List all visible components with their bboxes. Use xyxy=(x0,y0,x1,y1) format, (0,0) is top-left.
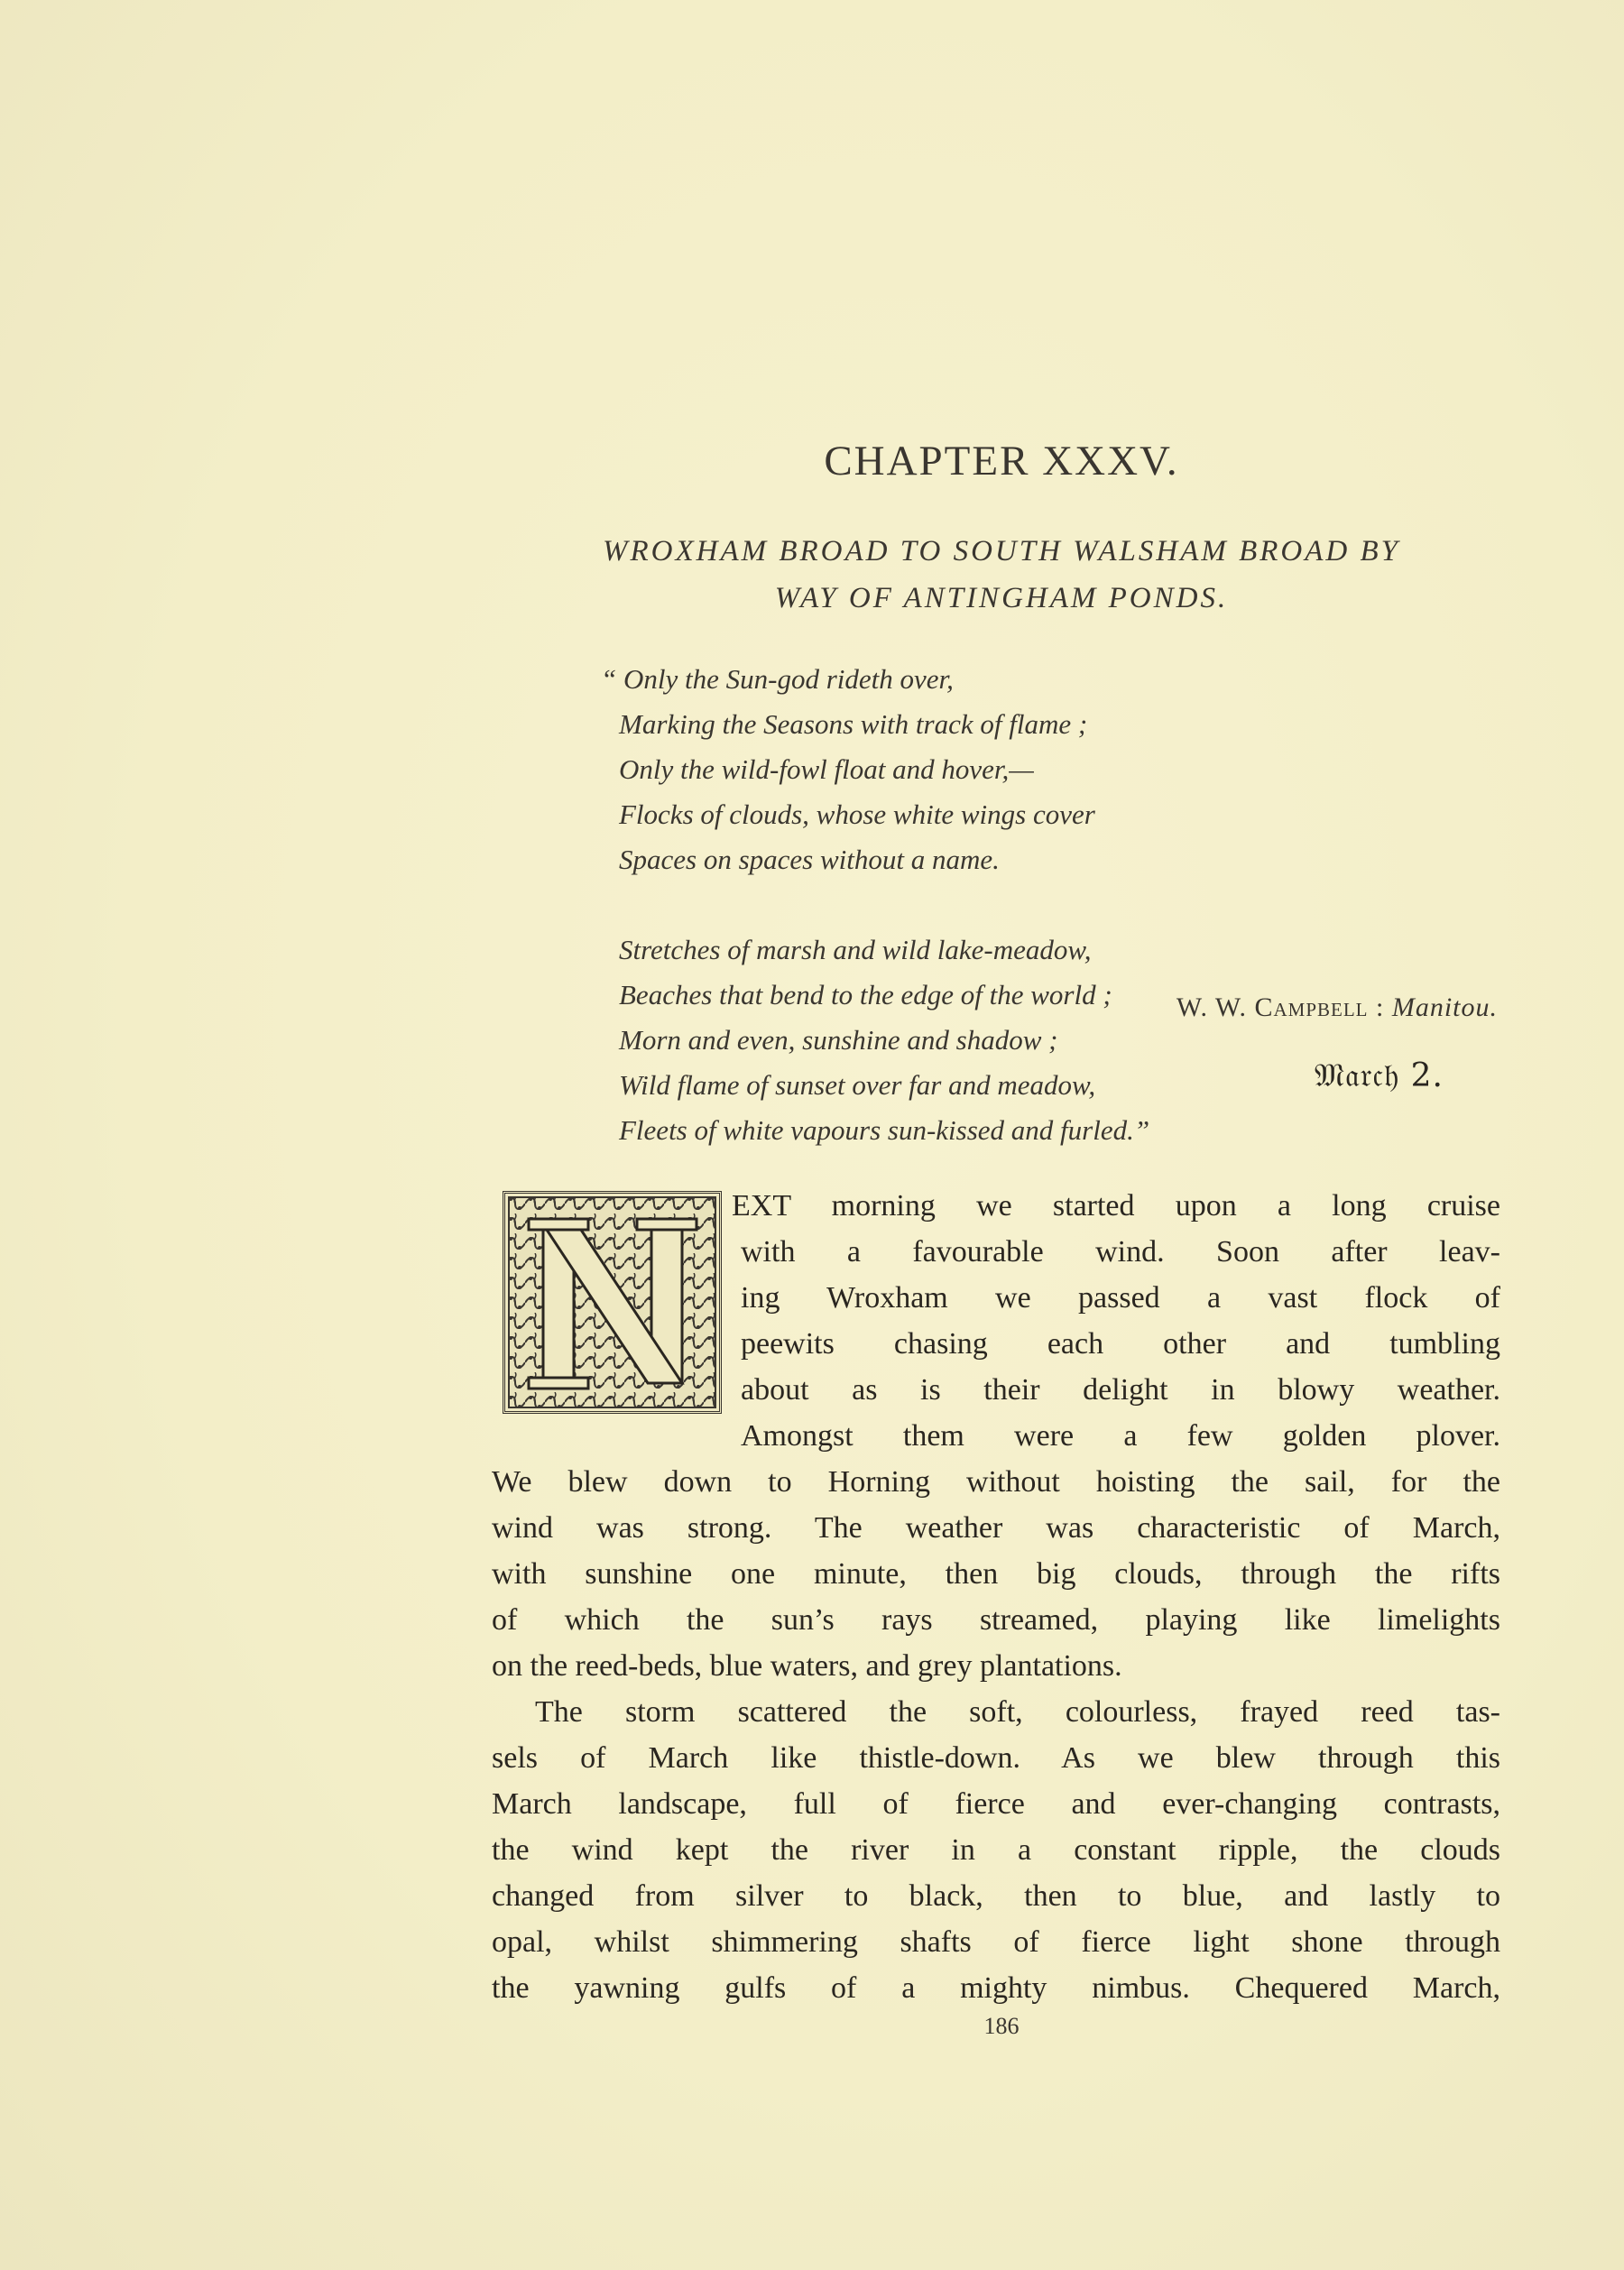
subtitle-line: WROXHAM BROAD TO SOUTH WALSHAM BROAD BY xyxy=(602,535,1400,568)
text-line: opal, whilst shimmering shafts of fierce light shone through xyxy=(492,1925,1500,1959)
text-line: ing Wroxham we passed a vast flock of xyxy=(741,1281,1500,1315)
poem-line: Only the wild-fowl float and hover,— xyxy=(619,753,1034,785)
text-line: wind was strong. The weather was characteristic of March, xyxy=(492,1511,1500,1545)
paragraph-opening xyxy=(732,1183,1500,1459)
text-line: Amongst them were a few golden plover. xyxy=(741,1419,1500,1453)
attribution-author: W. W. Campbell : xyxy=(1176,992,1385,1022)
text-line: We blew down to Horning without hoisting the sail, for the xyxy=(492,1465,1500,1499)
text-line: changed from silver to black, then to blue, and lastly to xyxy=(492,1879,1500,1913)
chapter-subtitle xyxy=(492,528,1511,622)
stanza-gap xyxy=(619,882,1485,927)
text-line: with a favourable wind. Soon after leav- xyxy=(741,1235,1500,1269)
page-number: 186 xyxy=(983,2013,1020,2039)
text-line: with sunshine one minute, then big clouds, through the rifts xyxy=(492,1557,1500,1591)
poem-line: Beaches that bend to the edge of the world ; xyxy=(619,979,1112,1010)
text-line: peewits chasing each other and tumbling xyxy=(741,1327,1500,1361)
poem-line: Morn and even, sunshine and shadow ; xyxy=(619,1024,1058,1056)
text-line: sels of March like thistle-down. As we blew through this xyxy=(492,1741,1500,1775)
chapter-title: CHAPTER XXXV. xyxy=(824,438,1179,484)
poem-line: Wild flame of sunset over far and meadow, xyxy=(619,1069,1096,1101)
poem-line: Marking the Seasons with track of flame ; xyxy=(619,708,1088,740)
text-line: of which the sun’s rays streamed, playing like limelights xyxy=(492,1603,1500,1637)
poem-line: Flocks of clouds, whose white wings cover xyxy=(619,798,1095,830)
text-line: about as is their delight in blowy weather. xyxy=(741,1373,1500,1407)
poem-line: Stretches of marsh and wild lake-meadow, xyxy=(619,934,1092,965)
epigraph-attribution xyxy=(1010,992,1498,1023)
text-line: March landscape, full of fierce and ever-changing contrasts, xyxy=(492,1787,1500,1821)
text-line: EXT morning we started upon a long cruise xyxy=(732,1189,1500,1223)
text-line: the yawning gulfs of a mighty nimbus. Chequered March, xyxy=(492,1971,1500,2005)
attribution-work: Manitou. xyxy=(1391,992,1498,1022)
decorated-initial xyxy=(503,1191,722,1414)
text-line: on the reed-beds, blue waters, and grey plantations. xyxy=(492,1649,1122,1683)
text-line: The storm scattered the soft, colourless, frayed reed tas- xyxy=(535,1695,1500,1729)
paragraph-body xyxy=(492,1459,1500,2011)
poem-line: “ Only the Sun-god rideth over, xyxy=(601,663,954,695)
poem-line: Fleets of white vapours sun-kissed and furled.” xyxy=(619,1114,1150,1146)
text-line: the wind kept the river in a constant ripple, the clouds xyxy=(492,1833,1500,1867)
poem-line: Spaces on spaces without a name. xyxy=(619,844,1000,875)
ornamental-initial-icon xyxy=(505,1194,719,1411)
subtitle-line: WAY OF ANTINGHAM PONDS. xyxy=(774,582,1229,614)
entry-date: 𝔐𝔞𝔯𝔠𝔥 2. xyxy=(1314,1057,1444,1094)
